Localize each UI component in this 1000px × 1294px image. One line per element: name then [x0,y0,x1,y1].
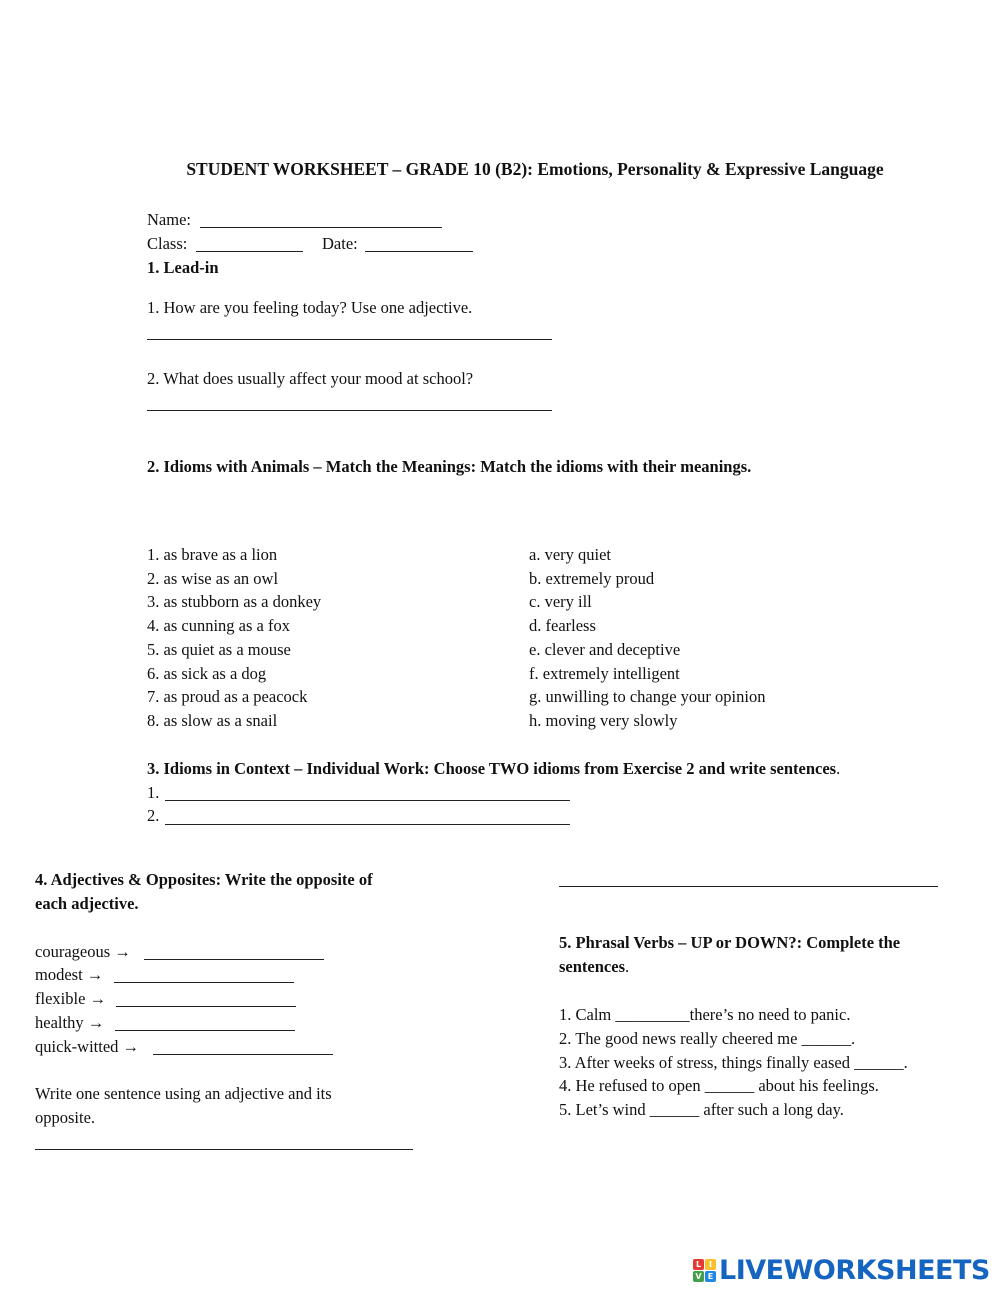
logo-block-l: L [693,1259,704,1270]
section4-heading-line1: 4. Adjectives & Opposites: Write the opposite of [35,870,373,889]
sentence-3-blank[interactable]: ______ [854,1053,904,1072]
meaning-c: c. very ill [529,592,592,611]
sentence-4-start: 4. He refused to open [559,1076,705,1095]
sentence-5-end: after such a long day. [699,1100,844,1119]
sentence-1-blank[interactable]: _________ [615,1005,690,1024]
context-number-2: 2. [147,806,160,825]
lead-in-answer-2[interactable] [147,410,552,411]
name-field[interactable] [200,227,442,228]
sentence-4-end: about his feelings. [754,1076,879,1095]
meaning-b: b. extremely proud [529,569,655,588]
date-label: Date: [322,234,358,253]
adjective-courageous: courageous → [35,942,131,961]
section3-heading [147,759,840,779]
sentence-1-start: 1. Calm [559,1005,616,1024]
lead-in-answer-1[interactable] [147,339,552,340]
right-column-line[interactable] [559,886,938,887]
meaning-h: h. moving very slowly [529,711,678,730]
context-answer-2[interactable] [165,824,570,825]
idiom-4: 4. as cunning as a fox [147,616,290,635]
section5-heading-text: sentences [559,957,625,976]
name-label: Name: [147,210,191,229]
opposite-answer-2[interactable] [114,982,294,983]
section5-heading-line2 [559,957,629,977]
liveworksheets-logo[interactable] [693,1255,990,1285]
adjective-flexible: flexible → [35,989,107,1008]
section5-heading-line1: 5. Phrasal Verbs – UP or DOWN?: Complete the [559,933,901,952]
idiom-6: 6. as sick as a dog [147,664,267,683]
date-field[interactable] [365,251,473,252]
adjective-quick-witted: quick-witted → [35,1037,140,1056]
logo-block-e: E [705,1271,716,1282]
sentence-3-start: 3. After weeks of stress, things finally eased [559,1053,855,1072]
sentence-5-start: 5. Let’s wind [559,1100,650,1119]
sentence-1-end: there’s no need to panic. [689,1005,851,1024]
logo-text: LIVEWORKSHEETS [719,1254,990,1286]
meaning-a: a. very quiet [529,545,612,564]
opposite-answer-1[interactable] [144,959,324,960]
adjective-sentence-answer[interactable] [35,1149,413,1150]
opposite-answer-5[interactable] [153,1054,333,1055]
section4-heading-line2: each adjective. [35,894,139,913]
lead-in-question-2: 2. What does usually affect your mood at school? [147,369,474,388]
meaning-e: e. clever and deceptive [529,640,681,659]
opposite-answer-4[interactable] [115,1030,295,1031]
class-field[interactable] [196,251,303,252]
section2-heading: 2. Idioms with Animals – Match the Meanings: Match the idioms with their meanings. [147,457,752,476]
logo-block-v: V [693,1271,704,1282]
context-answer-1[interactable] [165,800,570,801]
idiom-7: 7. as proud as a peacock [147,687,308,706]
sentence-3-end: . [903,1053,908,1072]
phrasal-sentence-3 [559,1053,908,1073]
meaning-f: f. extremely intelligent [529,664,680,683]
adjective-healthy: healthy → [35,1013,105,1032]
idiom-1: 1. as brave as a lion [147,545,278,564]
section1-heading: 1. Lead-in [147,258,219,277]
live-blocks-icon [693,1259,716,1282]
meaning-g: g. unwilling to change your opinion [529,687,766,706]
meaning-d: d. fearless [529,616,596,635]
section4-instruction-line1: Write one sentence using an adjective and its [35,1084,332,1103]
sentence-2-start: 2. The good news really cheered me [559,1029,802,1048]
section3-heading-end: . [836,759,841,778]
section3-heading-text: 3. Idioms in Context – Individual Work: Choose TWO idioms from Exercise 2 and write sentences [147,759,837,778]
worksheet-title: STUDENT WORKSHEET – GRADE 10 (B2): Emotions, Personality & Expressive Language [186,159,884,179]
section4-instruction-line2: opposite. [35,1108,96,1127]
logo-block-i: I [705,1259,716,1270]
lead-in-question-1: 1. How are you feeling today? Use one adjective. [147,298,473,317]
class-label: Class: [147,234,188,253]
idiom-5: 5. as quiet as a mouse [147,640,291,659]
adjective-modest: modest → [35,965,104,984]
sentence-2-end: . [851,1029,856,1048]
section5-heading-end: . [624,957,630,976]
phrasal-sentence-2 [559,1029,855,1049]
sentence-2-blank[interactable]: ______ [801,1029,852,1048]
idiom-2: 2. as wise as an owl [147,569,279,588]
phrasal-sentence-1 [559,1005,850,1025]
sentence-5-blank[interactable]: ______ [649,1100,700,1119]
sentence-4-blank[interactable]: ______ [704,1076,755,1095]
idiom-8: 8. as slow as a snail [147,711,278,730]
idiom-3: 3. as stubborn as a donkey [147,592,322,611]
phrasal-sentence-5 [559,1100,844,1120]
opposite-answer-3[interactable] [116,1006,296,1007]
phrasal-sentence-4 [559,1076,879,1096]
context-number-1: 1. [147,783,160,802]
